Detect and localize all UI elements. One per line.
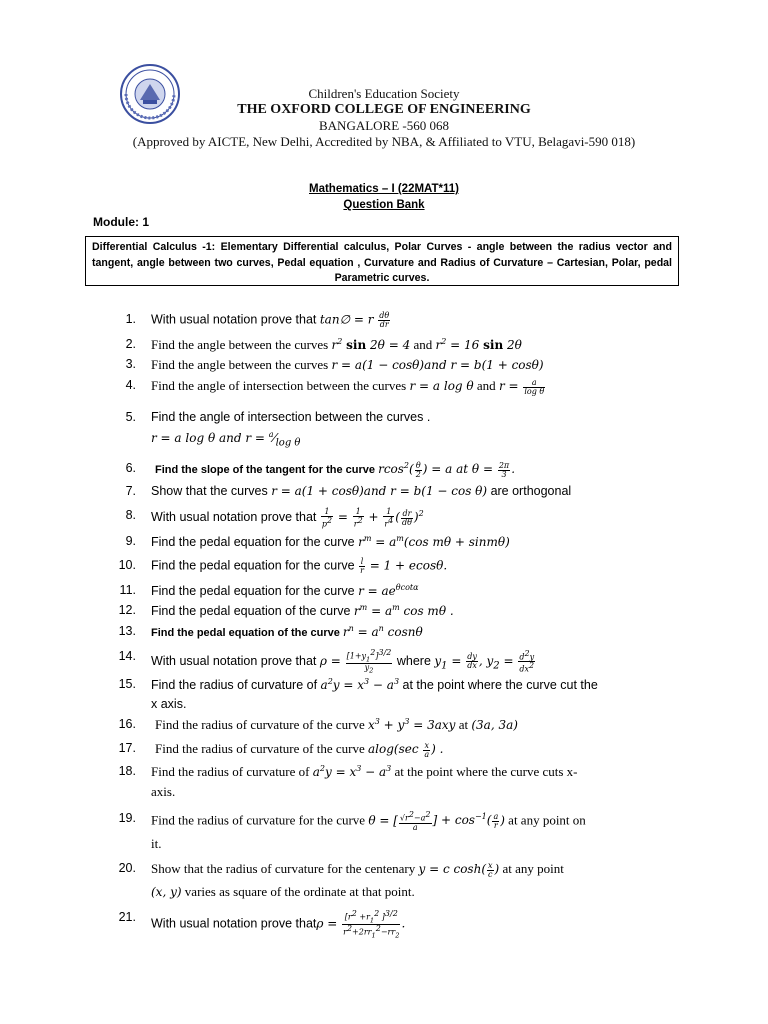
- fraction: $\frac{[r^2 +r_1^2 ]^{3/2}}{r^2+2rr_1^2-rr_2}$: [343, 909, 400, 940]
- equation: r = a(1 − cosθ)and r = b(1 + cosθ): [331, 358, 544, 372]
- fraction: $\frac{√r^2-a^2}{a}$: [399, 810, 431, 832]
- fraction: $\frac{a}{r}$: [493, 811, 499, 830]
- question-number: 18.: [118, 764, 136, 778]
- equation: $a^2y = x^3 - a^3$: [320, 677, 400, 692]
- equation: r = a log θ and $r = ^a⁄_{log \theta}$: [151, 430, 301, 449]
- question-text: Find the slope of the tangent for the curve: [155, 464, 379, 476]
- question-number: 12.: [118, 603, 136, 617]
- question-number: 9.: [125, 534, 136, 548]
- equation: $r^2$ sin 2θ = 4: [331, 337, 411, 352]
- question-number: 16.: [118, 717, 136, 731]
- question-text-tail: at any point on: [504, 812, 586, 828]
- fraction: $\frac{dy}{dx}$: [467, 652, 477, 671]
- question-text: Find the pedal equation of the curve: [151, 627, 343, 639]
- question-number: 5.: [125, 410, 136, 424]
- approval-line: (Approved by AICTE, New Delhi, Accredited by NBA, & Affiliated to VTU, Belagavi-590 018): [132, 134, 636, 149]
- question-number: 20.: [118, 861, 136, 875]
- question-text: Find the angle of intersection between the curves .: [151, 410, 431, 424]
- college-city: BANGALORE -560 068: [319, 118, 449, 133]
- syllabus-box: Differential Calculus -1: Elementary Differential calculus, Polar Curves - angle between the radius vector and tangent, angle between two curves, Pedal equation , Curvature and Radius of Curvature – Cartesian, Polar, pedal Parametric curves.: [85, 236, 679, 286]
- question-number: 19.: [118, 811, 136, 825]
- equation: rcos$^2$(: [378, 461, 414, 476]
- question-number: 14.: [118, 649, 136, 663]
- question-text: With usual notation prove that: [151, 510, 320, 525]
- question-text: Find the radius of curvature of: [151, 764, 313, 779]
- question-bank-page: Children's Education Society THE OXFORD COLLEGE OF ENGINEERING BANGALORE -560 068 (Approved by AICTE, New Delhi, Accredited by NBA, & Affiliated to VTU, Belagavi-590 018) Mathematics – I (22MAT*11) Question Bank Module: 1 Differential Calculus -1: Elementary Differential calculus, Polar Curves - angle between the radius vector and tangent, angle between two curves, Pedal equation , Curvature and Radius of Curvature – Cartesian, Polar, pedal Parametric curves. 1. With usual notation prove that tan∅ = r $\frac{d\theta}{dr}$ 2. Find the angle between the curves $r^2$ sin 2θ = 4 and $r^2 = 16$ sin 2θ 3. Find the angle between the curves r = a(1 − cosθ)and r = b(1 + cosθ) 4. Find the angle of intersection between the curves r = a log θ and r = $\frac{a}{\text{log θ}}$ 5. Find the angle of intersection between the curves . r = a log θ and $r = ^a⁄_{log \theta}$ 6. Find the slope of the tangent for the curve rcos$^2$( $\frac{\theta}{2}$ ) = a at θ = $\frac{2\pi}{3}$ . 7. Show that the curves r = a(1 + cosθ)and r = b(1 − cos θ) are orthogonal 8. With usual notation prove that $\frac{1}{p^2}$ = $\frac{1}{r^2}$ + $\frac{1}{r^4}$ ( $\frac{dr}{d\theta}$ )$^2$ 9. Find the pedal equation for the curve $r^m = a^m(\cos$ mθ + sinmθ) 10. Find the pedal equation for the curve $\frac{l}{r}$ = 1 + ecosθ. 11. Find the pedal equation for the curve $r = ae^{\theta cot\alpha}$ 12. Find the pedal equation of the curve $r^m = a^m$ cos mθ . 13. Find the pedal equation of the curve $r^n = a^n$ cosnθ 14. With usual notation prove that ρ = $\frac{[1+y_1^2]^{3/2}}{y_2}$ where $y_1$ = $\frac{dy}{dx}$ , $y_2$ = $\frac{d^2y}{dx^2}$ 15. Find the radius of curvature of $a^2y = x^3 - a^3$ at the point where the curve cut the x axis. 16. Find the radius of curvature of the curve $x^3 + y^3 = 3axy$ at (3a, 3a) 17. Find the radius of curvature of the curve alog(sec $\frac{x}{a}$ ) . 18. Find the radius of curvature of $a^2y = x^3 - a^3$ at the point where the curve cuts x- axis. 19. Find the radius of curvature for the curve θ = [ $\frac{√r^2-a^2}{a}$ ] + $\cos^{-1}$( $\frac{a}{r}$ ) at any point on it. 20. Show that the radius of curvature for the centenary y = c cosh( $\frac{x}{c}$ ) at any point (x, y) varies as square of the ordinate at that point. 21. With usual notation prove thatρ = $\frac{[r^2 +r_1^2 ]^{3/2}}{r^2+2rr_1^2-rr_2}$ .: [0, 0, 768, 1024]
- question-number: 8.: [125, 508, 136, 522]
- fraction: $\frac{a}{\text{log θ}}$: [524, 377, 545, 396]
- question-text: Show that the curves: [151, 484, 272, 498]
- equation: $r = ae^{\theta cot\alpha}$: [358, 583, 419, 598]
- question-number: 15.: [118, 677, 136, 691]
- fraction: $\frac{1}{p^2}$: [321, 507, 333, 529]
- question-text: Find the radius of curvature of: [151, 678, 321, 692]
- equation: r = a(1 + cosθ)and r = b(1 − cos θ): [271, 484, 488, 498]
- fraction: $\frac{x}{a}$: [424, 740, 430, 759]
- equation: $r^m = a^m$ cos mθ .: [353, 603, 454, 618]
- question-text: Find the pedal equation for the curve: [151, 584, 359, 598]
- equation: $x^3 + y^3 = 3axy$: [367, 717, 456, 732]
- question-number: 13.: [118, 624, 136, 638]
- equation: $r^n = a^n$ cosnθ: [342, 624, 423, 639]
- question-text-tail: at any point: [499, 861, 564, 876]
- college-name: THE OXFORD COLLEGE OF ENGINEERING: [237, 102, 531, 117]
- question-number: 1.: [125, 312, 136, 326]
- fraction: $\frac{2\pi}{3}$: [498, 460, 510, 479]
- equation: r =: [498, 379, 523, 393]
- question-text: Find the radius of curvature for the curve: [151, 812, 369, 828]
- question-text: Find the radius of curvature of the curve: [155, 741, 368, 756]
- question-text: Find the angle of intersection between the curves: [151, 378, 410, 393]
- question-text: Find the angle between the curves: [151, 357, 332, 372]
- equation: tan∅ = r: [319, 312, 378, 327]
- question-text: Find the pedal equation for the curve: [151, 558, 359, 573]
- equation: $r^2 = 16$ sin 2θ: [435, 337, 522, 352]
- fraction: $\frac{1}{r^4}$: [384, 507, 394, 529]
- question-number: 11.: [119, 583, 136, 597]
- equation: $r^m = a^m(\cos$ mθ + sinmθ): [358, 534, 510, 549]
- fraction: $\frac{\theta}{2}$: [415, 460, 421, 479]
- question-text-tail: at the point where the curve cut the: [399, 678, 598, 692]
- question-text: Show that the radius of curvature for the centenary: [151, 861, 419, 876]
- question-text: Find the pedal equation for the curve: [151, 535, 359, 549]
- question-text: With usual notation prove that: [151, 916, 317, 931]
- question-text: Find the radius of curvature of the curve: [155, 717, 368, 732]
- fraction: $\frac{[1+y_1^2]^{3/2}}{y_2}$: [346, 648, 392, 675]
- equation: alog(sec: [367, 742, 423, 756]
- fraction: $\frac{l}{r}$: [360, 557, 364, 575]
- question-text: Find the angle between the curves: [151, 337, 332, 352]
- fraction: $\frac{x}{c}$: [488, 860, 493, 879]
- question-number: 6.: [125, 461, 136, 475]
- equation: y = c cosh(: [418, 862, 486, 876]
- society-name: Children's Education Society: [308, 86, 460, 101]
- question-number: 17.: [118, 741, 136, 755]
- question-number: 7.: [125, 484, 136, 498]
- question-text: Find the pedal equation of the curve: [151, 604, 354, 618]
- fraction: $\frac{1}{r^2}$: [353, 507, 363, 529]
- document-subtitle: Question Bank: [343, 199, 425, 211]
- question-text-mid: where: [393, 653, 435, 668]
- fraction: $\frac{d\theta}{dr}$: [379, 311, 390, 329]
- question-number: 2.: [125, 337, 136, 351]
- question-number: 3.: [125, 357, 136, 371]
- equation: $a^2y = x^3 - a^3$: [312, 764, 392, 779]
- equation: r = a log θ: [409, 379, 474, 393]
- question-number: 10.: [118, 558, 136, 572]
- question-text: With usual notation prove that: [151, 312, 320, 327]
- course-title: Mathematics – I (22MAT*11): [309, 183, 459, 195]
- question-text-tail: at the point where the curve cuts x-: [391, 764, 578, 779]
- question-text-tail: are orthogonal: [487, 484, 572, 498]
- question-number: 4.: [125, 378, 136, 392]
- module-label: Module: 1: [93, 215, 149, 229]
- question-number: 21.: [118, 910, 136, 924]
- fraction: $\frac{dr}{d\theta}$: [401, 508, 412, 527]
- question-text-mid: at: [455, 717, 472, 732]
- fraction: $\frac{d^2y}{dx^2}$: [519, 648, 535, 675]
- question-text: With usual notation prove that: [151, 653, 320, 668]
